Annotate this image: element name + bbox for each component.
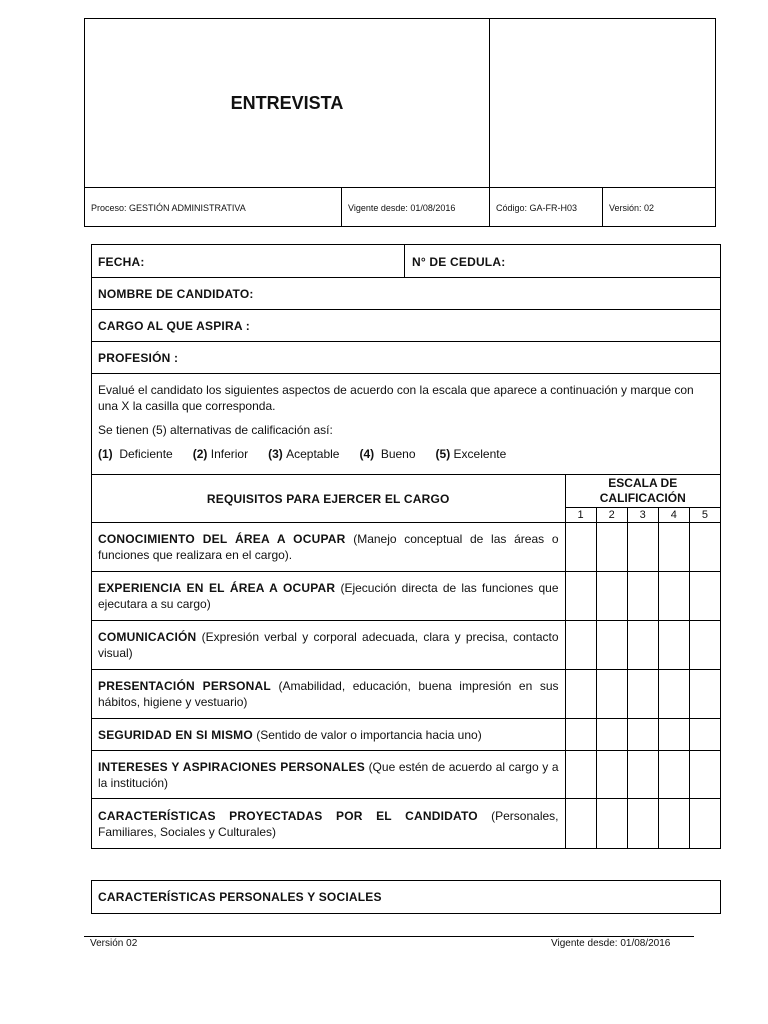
instructions-text: Evalué el candidato los siguientes aspectos de acuerdo con la escala que aparece a continuación y marque con una X la casilla que corresponda. (98, 383, 694, 413)
scale-number: 2 (596, 508, 627, 523)
requirement-cell: CARACTERÍSTICAS PROYECTADAS POR EL CANDIDATO (Personales, Familiares, Sociales y Culturales) (92, 799, 566, 849)
rating-cell[interactable] (565, 523, 596, 572)
rating-cell[interactable] (658, 621, 689, 670)
date-id-row (91, 244, 721, 278)
header-meta-row (85, 187, 715, 226)
requirement-cell: SEGURIDAD EN SI MISMO (Sentido de valor o importancia hacia uno) (92, 719, 566, 751)
rating-cell[interactable] (658, 719, 689, 751)
id-number-label: N° DE CEDULA: (412, 254, 506, 269)
date-label: FECHA: (98, 254, 145, 269)
rating-cell[interactable] (689, 751, 720, 799)
rating-cell[interactable] (689, 523, 720, 572)
table-row (92, 719, 721, 751)
rating-cell[interactable] (596, 621, 627, 670)
rating-cell[interactable] (627, 799, 658, 849)
alternatives-text: Se tienen (5) alternativas de calificación así: (98, 423, 333, 437)
rating-cell[interactable] (627, 751, 658, 799)
rating-cell[interactable] (627, 670, 658, 719)
rating-cell[interactable] (596, 719, 627, 751)
table-row (92, 621, 721, 670)
code-label: Código: GA-FR-H03 (490, 188, 603, 227)
profession-field[interactable] (91, 342, 721, 374)
rating-cell[interactable] (689, 799, 720, 849)
rating-cell[interactable] (658, 670, 689, 719)
rating-cell[interactable] (565, 670, 596, 719)
scale-number: 4 (658, 508, 689, 523)
rating-cell[interactable] (627, 523, 658, 572)
table-row (92, 670, 721, 719)
rating-cell[interactable] (627, 572, 658, 621)
rating-cell[interactable] (689, 719, 720, 751)
rating-cell[interactable] (627, 621, 658, 670)
scale-item: (4) Bueno (359, 447, 416, 461)
rating-cell[interactable] (596, 751, 627, 799)
scale-item: (2) Inferior (192, 447, 249, 461)
profession-label: PROFESIÓN : (98, 350, 179, 365)
scale-number: 5 (689, 508, 720, 523)
position-label: CARGO AL QUE ASPIRA : (98, 318, 250, 333)
evaluation-table (91, 474, 721, 849)
requirement-cell: PRESENTACIÓN PERSONAL (Amabilidad, educación, buena impresión en sus hábitos, higiene y vestuario) (92, 670, 566, 719)
requirement-cell: CONOCIMIENTO DEL ÁREA A OCUPAR (Manejo conceptual de las áreas o funciones que realizara en el cargo). (92, 523, 566, 572)
position-field[interactable] (91, 310, 721, 342)
rating-cell[interactable] (658, 799, 689, 849)
document-header (84, 18, 716, 227)
requirement-cell: INTERESES Y ASPIRACIONES PERSONALES (Que estén de acuerdo al cargo y a la institución) (92, 751, 566, 799)
table-row (92, 523, 721, 572)
requirements-header: REQUISITOS PARA EJERCER EL CARGO (92, 475, 566, 523)
candidate-name-label: NOMBRE DE CANDIDATO: (98, 286, 254, 301)
scale-legend (98, 446, 714, 462)
candidate-name-field[interactable] (91, 278, 721, 310)
rating-cell[interactable] (627, 719, 658, 751)
date-field[interactable] (92, 245, 405, 278)
rating-cell[interactable] (658, 751, 689, 799)
footer-version: Versión 02 (90, 938, 138, 949)
document-title: ENTREVISTA (85, 19, 490, 187)
scale-item: (3) Aceptable (268, 447, 340, 461)
rating-cell[interactable] (565, 621, 596, 670)
rating-cell[interactable] (689, 572, 720, 621)
table-row (92, 751, 721, 799)
table-row (92, 799, 721, 849)
scale-number: 1 (565, 508, 596, 523)
valid-from-label: Vigente desde: 01/08/2016 (342, 188, 490, 227)
rating-cell[interactable] (658, 572, 689, 621)
footer-divider (84, 936, 694, 937)
version-label: Versión: 02 (609, 202, 655, 213)
scale-number: 3 (627, 508, 658, 523)
rating-cell[interactable] (565, 719, 596, 751)
scale-item: (1) Deficiente (98, 447, 173, 461)
rating-cell[interactable] (596, 799, 627, 849)
rating-cell[interactable] (565, 799, 596, 849)
scale-item: (5) Excelente (435, 447, 507, 461)
footer-valid-from: Vigente desde: 01/08/2016 (551, 938, 671, 949)
rating-cell[interactable] (689, 670, 720, 719)
section-title: CARACTERÍSTICAS PERSONALES Y SOCIALES (98, 890, 382, 904)
rating-cell[interactable] (596, 670, 627, 719)
table-row (92, 572, 721, 621)
instructions-box (91, 374, 721, 475)
rating-cell[interactable] (565, 751, 596, 799)
id-number-field[interactable] (405, 245, 720, 278)
rating-cell[interactable] (689, 621, 720, 670)
requirement-cell: EXPERIENCIA EN EL ÁREA A OCUPAR (Ejecución directa de las funciones que ejecutara a su cargo) (92, 572, 566, 621)
logo-area (490, 19, 715, 187)
rating-cell[interactable] (565, 572, 596, 621)
process-label: Proceso: GESTIÓN ADMINISTRATIVA (85, 188, 342, 227)
rating-cell[interactable] (596, 523, 627, 572)
rating-cell[interactable] (658, 523, 689, 572)
requirement-cell: COMUNICACIÓN (Expresión verbal y corporal adecuada, clara y precisa, contacto visual) (92, 621, 566, 670)
rating-scale-header: ESCALA DE CALIFICACIÓN (565, 475, 721, 508)
section-personal-social (91, 880, 721, 914)
rating-cell[interactable] (596, 572, 627, 621)
